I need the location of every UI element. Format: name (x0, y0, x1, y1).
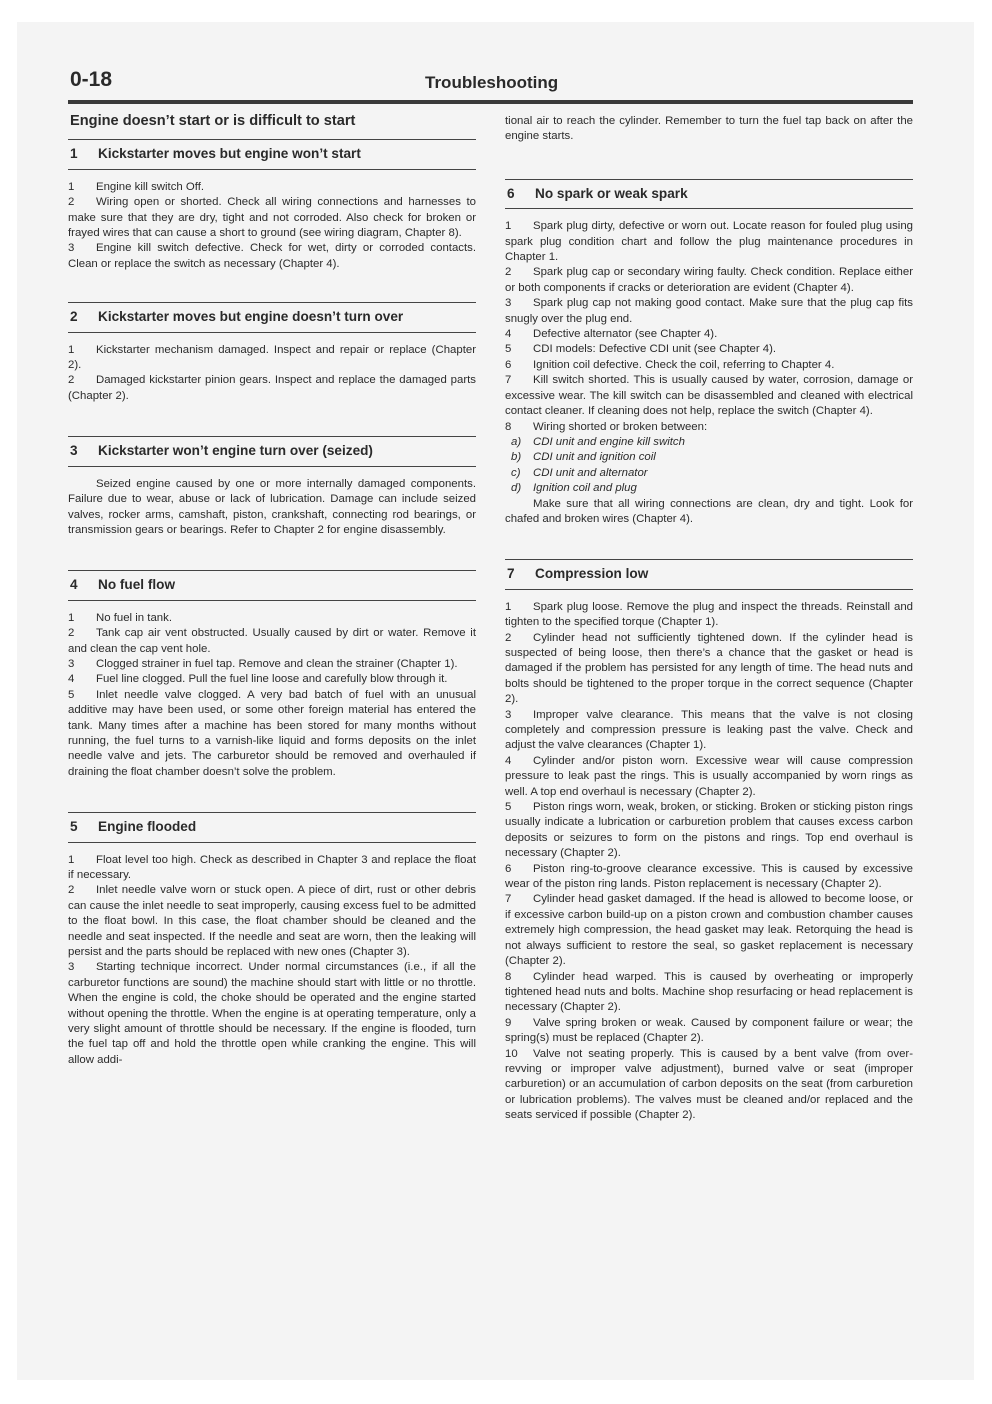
item-number: 1 (68, 611, 75, 624)
section-number: 4 (70, 577, 78, 593)
list-item (68, 853, 476, 884)
item-number: 9 (505, 1016, 512, 1029)
sub-item-text: CDI unit and ignition coil (533, 451, 656, 464)
item-text: Kill switch shorted. This is usually caused by water, corrosion, damage or excessive wear. The kill switch can be disassembled and cleaned with electrical contact cleaner. If cleaning does not help, replace the switch (Chapter 4). (505, 374, 913, 418)
item-number: 1 (68, 853, 75, 866)
continued-text: tional air to reach the cylinder. Remember to turn the fuel tap back on after the engine starts. (505, 115, 913, 143)
list-item (505, 1047, 913, 1124)
item-text: Improper valve clearance. This means that the valve is not closing completely and compression pressure is leaking past the valve. Check and adjust the valve clearances (Chapter 1). (505, 708, 913, 752)
section-number: 3 (70, 443, 78, 459)
list-item (505, 265, 913, 296)
list-item (505, 1016, 913, 1047)
item-number: 3 (505, 708, 512, 721)
sub-item-letter: d) (511, 482, 522, 495)
item-number: 1 (505, 220, 512, 233)
sub-list-item (511, 466, 913, 481)
item-text: Piston ring-to-groove clearance excessive. This is caused by excessive wear of the piston ring lands. Piston replacement is necessary (Chapter 2). (505, 862, 913, 891)
item-number: 6 (505, 862, 512, 875)
item-number: 7 (505, 893, 512, 906)
item-number: 8 (505, 420, 512, 433)
sub-item-text: CDI unit and alternator (533, 466, 648, 479)
chapter-subheading: Engine doesn’t start or is difficult to start (70, 113, 356, 129)
item-number: 3 (68, 657, 75, 670)
item-text: Clogged strainer in fuel tap. Remove and clean the strainer (Chapter 1). (96, 657, 458, 670)
list-item (505, 892, 913, 969)
section-note: Make sure that all wiring connections are clean, dry and tight. Look for chafed and broken wires (Chapter 4). (505, 497, 913, 525)
section-heading (505, 179, 913, 209)
item-number: 1 (68, 343, 75, 356)
list-item (505, 970, 913, 1016)
list-item (68, 626, 476, 657)
item-text: Valve not seating properly. This is caused by a bent valve (from over-revving or improper valve adjustment), burned valve or seat (improper carburetion) or an accumulation of carbon deposits on the seat (from carburetion or lubrication problems). The valves must be cleaned and/or replaced and the seats serviced if possible (Chapter 2). (505, 1047, 913, 1122)
item-text: No fuel in tank. (96, 611, 172, 624)
section-6 (505, 179, 913, 528)
item-text: Spark plug cap or secondary wiring faulty. Check condition. Replace either or both components if cracks or deterioration are evident (Chapter 4). (505, 266, 913, 294)
list-item (505, 420, 913, 435)
item-number: 3 (68, 961, 75, 974)
list-item (68, 657, 476, 672)
item-number: 1 (68, 180, 75, 193)
list-item (68, 180, 476, 195)
item-text: Spark plug dirty, defective or worn out. Locate reason for fouled plug using spark plug condition chart and follow the plug maintenance procedures in Chapter 1. (505, 220, 913, 264)
list-item (505, 800, 913, 862)
list-item (68, 672, 476, 687)
item-text: Float level too high. Check as described in Chapter 3 and replace the float if necessary. (68, 853, 476, 881)
list-item (505, 358, 913, 373)
item-number: 2 (505, 266, 512, 279)
section-3 (68, 436, 476, 538)
list-item (68, 883, 476, 960)
item-text: Damaged kickstarter pinion gears. Inspect and replace the damaged parts (Chapter 2). (68, 374, 476, 402)
item-number: 2 (68, 627, 75, 640)
item-text: Valve spring broken or weak. Caused by component failure or wear; the spring(s) must be replaced (Chapter 2). (505, 1016, 913, 1045)
list-item (68, 960, 476, 1068)
section-heading (68, 812, 476, 842)
list-item (505, 327, 913, 342)
header-rule (68, 100, 913, 104)
item-text: Fuel line clogged. Pull the fuel line loose and carefully blow through it. (96, 673, 448, 686)
section-heading (68, 436, 476, 466)
item-text: Engine kill switch Off. (96, 180, 205, 193)
item-text: Engine kill switch defective. Check for wet, dirty or corroded contacts. Clean or replace the switch as necessary (Chapter 4). (68, 242, 476, 270)
item-number: 3 (68, 242, 75, 255)
section-5 (68, 812, 476, 1068)
item-text: Defective alternator (see Chapter 4). (533, 328, 718, 341)
list-item (505, 708, 913, 754)
item-number: 2 (68, 196, 75, 209)
item-number: 2 (505, 631, 512, 644)
section-heading (68, 570, 476, 600)
item-number: 4 (505, 328, 512, 341)
list-item (505, 219, 913, 265)
section-number: 6 (507, 185, 515, 201)
item-text: Kickstarter mechanism damaged. Inspect and repair or replace (Chapter 2). (68, 343, 476, 372)
item-number: 5 (505, 801, 512, 814)
item-text: Spark plug loose. Remove the plug and inspect the threads. Reinstall and tighten to the specified torque (Chapter 1). (505, 600, 913, 629)
item-number: 8 (505, 970, 512, 983)
section-title: Compression low (535, 566, 649, 582)
item-text: Cylinder and/or piston worn. Excessive wear will cause compression pressure to leak past the rings. This is usually accompanied by worn rings as well. A top end overhaul is necessary (Chapter 2). (505, 754, 913, 798)
list-item (505, 631, 913, 708)
list-item (68, 373, 476, 404)
section-title: Kickstarter moves but engine doesn’t turn over (98, 309, 404, 325)
left-column (68, 114, 476, 1100)
page-title: Troubleshooting (425, 73, 559, 92)
item-text: Spark plug cap not making good contact. Make sure that the plug cap fits snugly over the plug end. (505, 297, 913, 325)
item-text: Piston rings worn, weak, broken, or sticking. Broken or sticking piston rings usually indicate a lubrication or carburetion problem that causes excess carbon deposits or seizures to form on the pistons and rings. Top end overhaul is necessary (Chapter 2). (505, 801, 913, 860)
sub-item-letter: c) (511, 466, 521, 479)
page-number: 0-18 (70, 68, 113, 91)
sub-item-text: CDI unit and engine kill switch (533, 435, 685, 448)
item-text: Wiring shorted or broken between: (533, 420, 708, 433)
item-number: 7 (505, 374, 512, 387)
sub-item-letter: a) (511, 435, 522, 448)
item-text: Cylinder head warped. This is caused by overheating or improperly tightened head nuts and bolts. Machine shop resurfacing or head replacement is necessary (Chapter 2). (505, 970, 913, 1014)
section-title: Engine flooded (98, 819, 197, 835)
item-number: 6 (505, 358, 512, 371)
item-number: 3 (505, 297, 512, 310)
item-number: 4 (505, 754, 512, 767)
item-text: Wiring open or shorted. Check all wiring connections and harnesses to make sure that they are dry, tight and not corroded. Also check for broken or frayed wires that can cause a short to ground (see wiring diagram, Chapter 8). (68, 196, 476, 240)
section-title: Kickstarter moves but engine won’t start (98, 146, 361, 162)
section-7 (505, 559, 913, 1123)
list-item (505, 862, 913, 893)
section-2 (68, 302, 476, 404)
item-text: Starting technique incorrect. Under normal circumstances (i.e., if all the carburetor functions are sound) the machine should start with little or no throttle. When the engine is cold, the choke should be operated and the engine started without opening the throttle. When the engine is at operating temperature, only a very slight amount of throttle should be necessary. If the engine is flooded, turn the fuel tap off and hold the throttle open while cranking the engine. This will allow addi- (68, 961, 476, 1066)
section-number: 1 (70, 146, 78, 162)
section-4 (68, 570, 476, 780)
section-number: 2 (70, 309, 78, 325)
item-number: 4 (68, 673, 75, 686)
sub-list-item (511, 481, 913, 496)
list-item (68, 241, 476, 272)
section-title: Kickstarter won’t engine turn over (seized) (98, 443, 373, 459)
item-text: Tank cap air vent obstructed. Usually caused by dirt or water. Remove it and clean the cap vent hole. (68, 627, 476, 655)
section-title: No spark or weak spark (535, 185, 688, 201)
sub-item-text: Ignition coil and plug (533, 482, 637, 495)
item-number: 5 (505, 343, 512, 356)
list-item (68, 343, 476, 374)
item-text: Inlet needle valve worn or stuck open. A piece of dirt, rust or other debris can cause the inlet needle to seat improperly, causing excess fuel to be admitted to the float bowl. In this case, the float chamber should be cleaned and the needle and seat inspected. If the needle and seat are worn, then the leaking will persist and the parts should be replaced with new ones (Chapter 3). (68, 884, 476, 959)
list-item (505, 373, 913, 419)
section-number: 7 (507, 566, 515, 582)
section-heading (68, 139, 476, 169)
section-heading (68, 302, 476, 332)
item-number: 1 (505, 600, 512, 613)
item-text: Cylinder head gasket damaged. If the head is allowed to become loose, or if excessive carbon build-up on a piston crown and combustion chamber causes extremely high compression, the head gasket may leak. Retorquing the head is not always sufficient to restore the seal, so gasket replacement is necessary (Chapter 2). (505, 893, 913, 968)
section-paragraph: Seized engine caused by one or more internally damaged components. Failure due to wear, abuse or lack of lubrication. Damage can include seized valves, rocker arms, camshaft, piston, crankshaft, connecting rod bearings, or transmission gears or bearings. Refer to Chapter 2 for engine disassembly. (68, 477, 476, 536)
list-item (505, 342, 913, 357)
sub-list-item (511, 450, 913, 465)
list-item (505, 600, 913, 631)
sub-list-item (511, 435, 913, 450)
sub-item-letter: b) (511, 451, 522, 464)
item-text: CDI models: Defective CDI unit (see Chapter 4). (533, 343, 777, 356)
list-item (505, 754, 913, 800)
right-column (505, 114, 913, 1156)
item-text: Inlet needle valve clogged. A very bad batch of fuel with an unusual additive may have been used, or some other foreign material has entered the tank. Many times after a machine has been stored for many months without running, the fuel turns to a varnish-like liquid and forms deposits on the inlet needle valve and jets. The carburetor should be removed and overhauled if draining the float chamber doesn’t solve the problem. (68, 688, 476, 778)
section-1 (68, 139, 476, 272)
item-text: Ignition coil defective. Check the coil, referring to Chapter 4. (533, 358, 835, 371)
list-item (68, 611, 476, 626)
item-text: Cylinder head not sufficiently tightened down. If the cylinder head is suspected of being loose, then there’s a chance that the gasket or head is damaged if the problem has persisted for any length of time. The head nuts and bolts should be tightened to the proper torque in the correct sequence (Chapter 2). (505, 631, 913, 706)
list-item (68, 688, 476, 780)
section-number: 5 (70, 819, 78, 835)
item-number: 2 (68, 884, 75, 897)
item-number: 10 (505, 1047, 518, 1060)
item-number: 2 (68, 374, 75, 387)
list-item (505, 296, 913, 327)
list-item (68, 195, 476, 241)
item-number: 5 (68, 688, 75, 701)
section-title: No fuel flow (98, 577, 176, 593)
section-heading (505, 559, 913, 589)
